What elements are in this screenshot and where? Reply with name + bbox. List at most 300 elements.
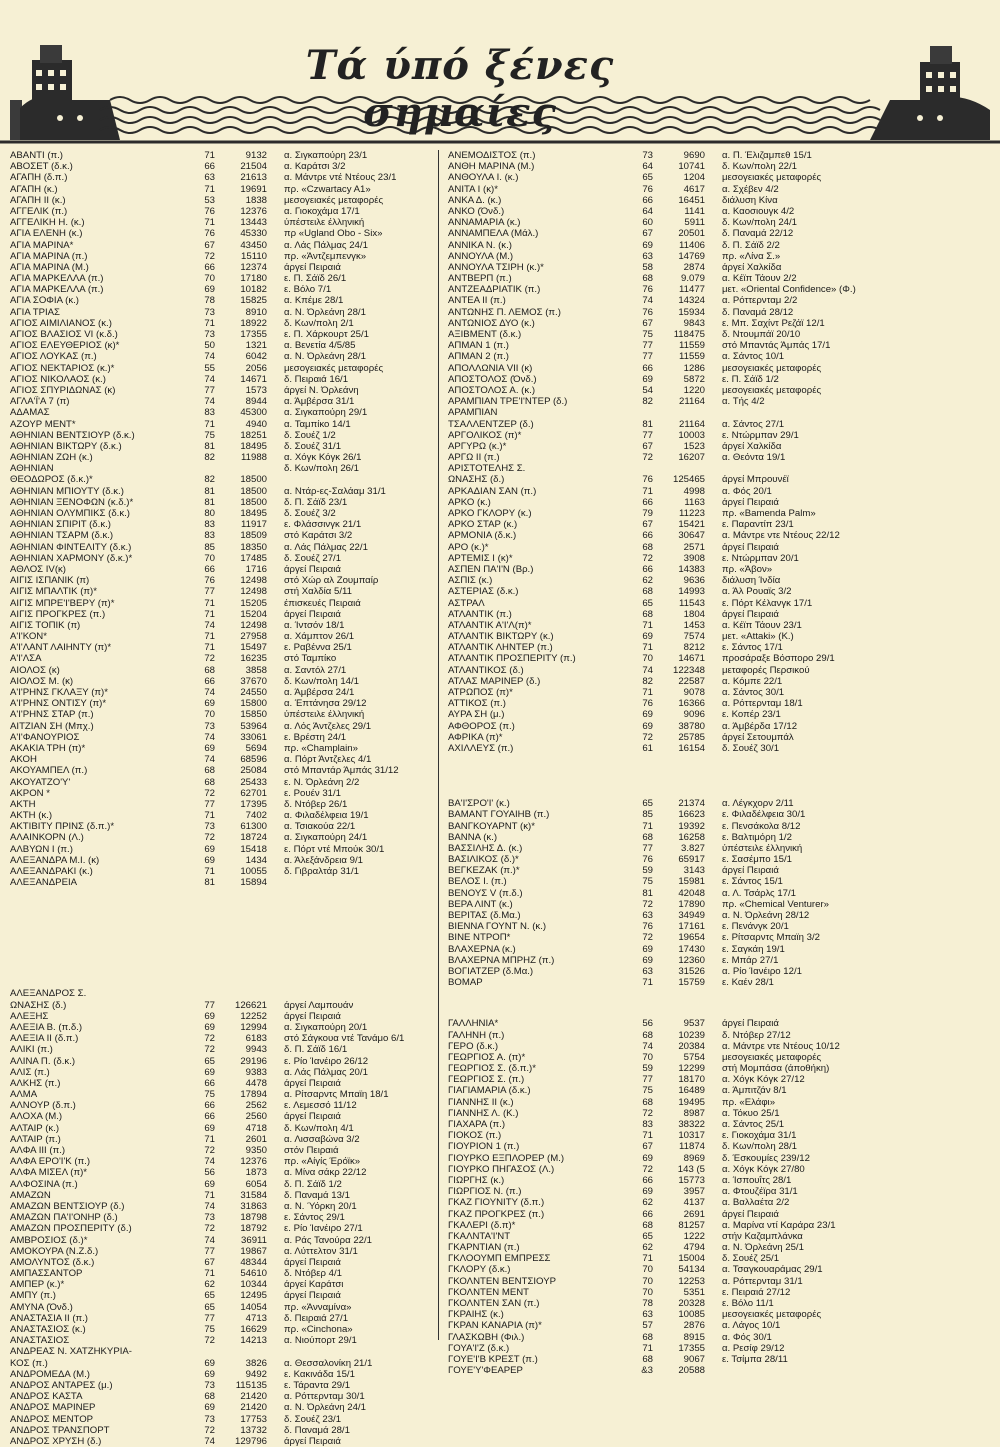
ship-row xyxy=(10,251,440,262)
ship-tonnage xyxy=(215,1346,267,1357)
ship-tonnage: 45330 xyxy=(240,228,267,240)
ship-name: ΑΙΓΙΣ ΜΠΡΕ'Ι'ΒΕΡΥ (π)* xyxy=(10,597,115,609)
ship-name: ΑΤΡΩΠΟΣ (π)* xyxy=(448,687,513,698)
ship-name: ΑΛΜΑ xyxy=(10,1089,38,1101)
ship-year: 73 xyxy=(204,1379,215,1391)
ship-year: 77 xyxy=(204,1312,215,1324)
ship-tonnage: 81257 xyxy=(678,1219,705,1231)
ship-tonnage: 16629 xyxy=(240,1324,267,1335)
ship-year: 75 xyxy=(642,876,653,888)
ship-location xyxy=(267,988,440,999)
ship-location: δ. Σουέζ 1/2 xyxy=(284,429,336,441)
ship-location: μεσογειακές μεταφορές xyxy=(722,1309,822,1321)
ship-location: άργεί Πειραιά xyxy=(722,496,779,508)
ship-location: δ. Σουέζ 27/1 xyxy=(284,552,342,564)
ship-location: α. Σιγκαπούρη 23/1 xyxy=(284,150,368,161)
ship-year: 71 xyxy=(642,687,653,698)
ship-year: 67 xyxy=(642,317,653,329)
ship-location: ε. Μπάρ 27/1 xyxy=(722,954,779,966)
ship-name: ΑΝΔΡΟΣ ΧΡΥΣΗ (δ.) xyxy=(10,1435,102,1447)
ship-year: 65 xyxy=(642,597,653,609)
ship-location: α. Λός Άντζελες 29/1 xyxy=(284,720,372,732)
ship-name: ΑΝΑΣΤΑΣΙΟΣ xyxy=(10,1335,70,1347)
ship-year: 69 xyxy=(204,1402,215,1414)
ship-name: ΑΓΙΟΣ ΛΟΥΚΑΣ (π.) xyxy=(10,351,97,363)
ship-tonnage: 143 (5 xyxy=(677,1163,705,1175)
ship-year: 70 xyxy=(642,1051,653,1063)
ship-year: 74 xyxy=(642,1040,653,1052)
ship-name: ΑΚΤΙΒΙΤΥ ΠΡΙΝΣ (δ.π.)* xyxy=(10,821,115,833)
ship-year: 68 xyxy=(642,586,653,598)
ship-year: 63 xyxy=(204,172,215,184)
ship-tonnage: 33061 xyxy=(240,731,267,743)
ship-name: ΑΖΟΥΡ ΜΕΝΤ* xyxy=(10,418,76,430)
ship-location: άργεί Πειραιά xyxy=(284,1010,341,1022)
ship-tonnage: 25785 xyxy=(678,731,705,743)
ship-year: 74 xyxy=(204,754,215,766)
ship-year: 81 xyxy=(204,440,215,452)
ship-year: 75 xyxy=(204,429,215,441)
ship-name: ΒΑ'Ι'ΣΡΟ'Ι' (κ.) xyxy=(448,798,510,810)
ship-location: δ. Π. Σάϊδ 23/1 xyxy=(284,496,348,508)
ship-row xyxy=(10,721,440,732)
ship-row xyxy=(10,698,440,709)
ship-tonnage: 65917 xyxy=(678,854,705,866)
ship-name: ΑΝΝΑΜΑΡΙΑ (κ.) xyxy=(448,217,521,229)
ship-location: α. Ταμπίκο 14/1 xyxy=(284,418,351,430)
ship-location: άργεί Πειραιά xyxy=(284,1111,341,1123)
ship-name: ΑΝΝΙΚΑ Ν. (κ.) xyxy=(448,239,512,251)
ship-row xyxy=(448,1242,878,1253)
ship-name: ΒΕΝΟΥΣ V (π.δ.) xyxy=(448,887,523,899)
ship-row xyxy=(10,463,440,474)
ship-row xyxy=(10,530,440,541)
ship-tonnage: 17430 xyxy=(678,943,705,955)
ship-tonnage: 4478 xyxy=(245,1077,267,1089)
ship-row xyxy=(10,676,440,687)
ship-name: ΑΛΝΟΥΡ (δ.π.) xyxy=(10,1100,76,1112)
ship-tonnage: 14383 xyxy=(678,563,705,575)
ship-location: πρ. «Άντζεμπενγκ» xyxy=(284,250,367,262)
ship-year: 71 xyxy=(204,608,215,620)
ship-location: α. Ρεσίφ 29/12 xyxy=(722,1342,785,1354)
ship-row xyxy=(10,329,440,340)
ship-location: ε. Κακινάδα 15/1 xyxy=(284,1368,355,1380)
ship-row xyxy=(10,877,440,888)
ship-row xyxy=(10,821,440,832)
ship-year: 66 xyxy=(204,675,215,687)
ship-location: μεσογειακές μεταφορές xyxy=(722,172,822,184)
ship-location: α. Μαρίνα ντί Καράρα 23/1 xyxy=(722,1219,836,1231)
ship-year: 81 xyxy=(642,887,653,899)
ship-year: 74 xyxy=(642,664,653,676)
ship-name: ΑΙΟΛΟΣ (κ) xyxy=(10,664,60,676)
ship-year: 66 xyxy=(204,1111,215,1123)
ship-tonnage: 5754 xyxy=(683,1051,705,1063)
ship-name: ΑΛΑΙΝΚΟΡΝ (Λ.) xyxy=(10,832,84,844)
ship-tonnage: 18495 xyxy=(240,440,267,452)
ship-tonnage: 6183 xyxy=(245,1033,267,1045)
ship-name: ΑΓΙΑ ΣΟΦΙΑ (κ.) xyxy=(10,295,79,307)
ship-location: α. Σιγκαπούρη 24/1 xyxy=(284,832,368,844)
ship-tonnage: 1220 xyxy=(683,384,705,396)
ship-location: α. Τόκυο 25/1 xyxy=(722,1107,780,1119)
ship-location: ε. Βόλο 11/1 xyxy=(722,1298,774,1309)
ship-year: 68 xyxy=(642,541,653,553)
left-column xyxy=(10,150,440,1447)
ship-tonnage: 21420 xyxy=(240,1391,267,1403)
ship-location: ε. Ρίο Ίανέιρο 26/12 xyxy=(284,1055,369,1067)
ship-row xyxy=(448,474,878,485)
ship-year: 72 xyxy=(204,1033,215,1045)
ship-location: πρ. «Ελάφι» xyxy=(722,1096,776,1108)
ship-year: 70 xyxy=(642,1286,653,1298)
ship-row xyxy=(10,1022,440,1033)
ship-row xyxy=(448,1186,878,1197)
ship-name: ΑΚΤΗ (κ.) xyxy=(10,810,53,822)
ship-tonnage: 15759 xyxy=(678,977,705,989)
ship-year: 71 xyxy=(642,1342,653,1354)
ship-row xyxy=(10,687,440,698)
ship-name: ΒΑΣΙΛΙΚΟΣ (δ.)* xyxy=(448,854,519,866)
ship-year: 69 xyxy=(204,843,215,855)
ship-tonnage: 11559 xyxy=(679,340,705,352)
ship-year: 66 xyxy=(204,1100,215,1112)
ship-location: άργεί Πειραιά xyxy=(722,608,779,620)
ship-row xyxy=(10,1290,440,1301)
ship-location: άργεί Μπρουνέϊ xyxy=(722,474,789,486)
ship-row xyxy=(10,1313,440,1324)
ship-tonnage: 1573 xyxy=(245,384,267,396)
ship-year: 70 xyxy=(204,709,215,721)
ship-row xyxy=(448,832,878,843)
ship-location xyxy=(267,474,440,485)
ship-year: 71 xyxy=(204,418,215,430)
ship-name: ΑΓΙΑ ΕΛΕΝΗ (κ.) xyxy=(10,228,83,240)
ship-location: δ. Σουέζ 3/2 xyxy=(284,508,336,519)
ship-name: ΑΠΜΑΝ 1 (π.) xyxy=(448,340,509,352)
ship-row xyxy=(10,172,440,183)
ship-name: ΓΑΛΗΝΗ (π.) xyxy=(448,1029,505,1041)
ship-location: ε. Ντώρμπαν 20/1 xyxy=(722,552,799,564)
ship-location: δ. Παναμά 28/12 xyxy=(722,306,794,318)
ship-location: μεταφορές Περσικού xyxy=(722,664,810,676)
ship-year: 65 xyxy=(642,1230,653,1242)
ship-year: 66 xyxy=(642,194,653,206)
ship-row xyxy=(10,1089,440,1100)
ship-location: α. Βενετία 4/5/85 xyxy=(284,340,356,352)
ship-location: α. Ρόττερνταμ 2/2 xyxy=(722,295,798,307)
ship-name: ΑΜΒΡΟΣΙΟΣ (δ.)* xyxy=(10,1234,88,1246)
ship-row xyxy=(448,273,878,284)
ship-tonnage: 9636 xyxy=(683,575,705,587)
ship-year: 73 xyxy=(642,150,653,161)
ship-tonnage: 62701 xyxy=(240,787,267,799)
ship-location: άργεί Πειραιά xyxy=(284,261,341,273)
ship-tonnage: 16451 xyxy=(678,194,705,206)
ship-tonnage: 61300 xyxy=(240,821,267,833)
ship-name: ΓΚΑΛΕΡΙ (δ.π)* xyxy=(448,1219,516,1231)
ship-year: 63 xyxy=(642,1309,653,1321)
ship-name: ΑΝΑΣΤΑΣΙΑ ΙΙ (π.) xyxy=(10,1312,89,1324)
ship-year: 72 xyxy=(642,898,653,910)
ship-location: μετ. «Attaki» (Κ.) xyxy=(722,631,794,643)
ship-location: α. Σιγκαπούρη 20/1 xyxy=(284,1021,368,1033)
ship-year: 71 xyxy=(204,150,215,161)
ship-name: ΑΡΓΟΛΙΚΟΣ (π)* xyxy=(448,429,522,441)
ship-tonnage: 2601 xyxy=(245,1133,267,1145)
ship-location: ε. Καέν 28/1 xyxy=(722,977,774,989)
ship-year: 74 xyxy=(204,373,215,385)
ship-year: 72 xyxy=(642,731,653,743)
ship-year: 69 xyxy=(642,1186,653,1198)
ship-name: ΑΓΙΑ ΤΡΙΑΣ xyxy=(10,306,60,318)
ship-tonnage: 9078 xyxy=(683,687,705,698)
ship-location: στό Καράτσι 3/2 xyxy=(284,530,353,542)
ship-location: διάλυση Κίνα xyxy=(722,194,778,206)
ship-row xyxy=(448,530,878,541)
ship-name: ΓΚΟΛΝΤΕΝ ΜΕΝΤ xyxy=(448,1286,530,1298)
ship-tonnage: 15934 xyxy=(678,306,705,318)
ship-location: ε. Σάντος 29/1 xyxy=(284,1212,345,1224)
ship-name: ΒΑΜΑΝΤ ΓΟΥΑΙΗΒ (π.) xyxy=(448,809,550,821)
ship-row xyxy=(448,631,878,642)
ship-tonnage: 21164 xyxy=(679,418,705,430)
ship-location: α. Άλεξάνδρεια 9/1 xyxy=(284,854,363,866)
ship-row xyxy=(448,486,878,497)
ship-year: 59 xyxy=(642,1063,653,1075)
ship-name: ΓΑΛΛΗΝΙΑ* xyxy=(448,1018,499,1030)
ship-tonnage: 15204 xyxy=(240,608,267,620)
ship-year: 71 xyxy=(204,642,215,654)
ship-row xyxy=(448,1141,878,1152)
ship-year: 74 xyxy=(642,295,653,307)
ship-tonnage: 38322 xyxy=(678,1119,705,1130)
ship-location: α. Σάντος 25/1 xyxy=(722,1119,785,1130)
ship-tonnage: 15497 xyxy=(240,642,267,654)
ship-year: 74 xyxy=(204,687,215,698)
ship-year: 62 xyxy=(642,1197,653,1209)
ship-tonnage: 18251 xyxy=(240,429,267,441)
ship-year: 68 xyxy=(642,608,653,620)
ship-year: 63 xyxy=(642,250,653,262)
ship-name: ΑΝΔΡΟΣ ΜΕΝΤΟΡ xyxy=(10,1413,94,1425)
ship-row xyxy=(10,374,440,385)
ship-name: ΑΝΤΩΝΗΣ Π. ΛΕΜΟΣ (π.) xyxy=(448,306,561,318)
ship-year: 76 xyxy=(642,474,653,486)
ship-location: στό Χώρ αλ Ζουμπαίρ xyxy=(284,575,379,587)
ship-year: 68 xyxy=(204,664,215,676)
ship-year: 50 xyxy=(204,340,215,352)
right-ship-icon xyxy=(870,46,990,140)
ship-year: 72 xyxy=(204,653,215,665)
ship-row xyxy=(448,206,878,217)
ship-year: 55 xyxy=(204,362,215,374)
ship-row xyxy=(448,251,878,262)
ship-row xyxy=(10,743,440,754)
ship-location: στό Μπαντάρ Άμπάς 31/12 xyxy=(284,765,399,777)
ship-name: ΓΚΑΖ ΠΡΟΓΚΡΕΣ (π.) xyxy=(448,1208,545,1220)
ship-name: ΑΘΗΝΙΑΝ ΤΣΑΡΜ (δ.κ.) xyxy=(10,530,114,542)
ship-name: ΑΝΔΡΟΜΕΔΑ (Μ.) xyxy=(10,1368,90,1380)
ship-year: 66 xyxy=(642,362,653,374)
ship-year: 71 xyxy=(642,485,653,497)
ship-name: ΑΓΙΟΣ ΝΙΚΟΛΑΟΣ (κ.) xyxy=(10,373,106,385)
ship-year: 65 xyxy=(642,172,653,184)
ship-location: α. Έπτάνησα 29/12 xyxy=(284,698,367,710)
ship-row xyxy=(10,284,440,295)
ship-tonnage: 9537 xyxy=(683,1018,705,1030)
ship-tonnage: 38780 xyxy=(678,720,705,732)
ship-year: 74 xyxy=(204,619,215,631)
ship-tonnage: 13732 xyxy=(240,1424,267,1436)
ship-tonnage: 2056 xyxy=(245,362,267,374)
ship-location: ε. Σαγκάη 19/1 xyxy=(722,943,785,955)
ship-row xyxy=(448,262,878,273)
ship-tonnage: 3826 xyxy=(245,1357,267,1369)
ship-tonnage: 8969 xyxy=(683,1152,705,1164)
ship-row xyxy=(448,575,878,586)
ship-name: ΑΡΚΑΔΙΑΝ ΣΑΝ (π.) xyxy=(448,485,537,497)
ship-row xyxy=(10,1044,440,1055)
ship-tonnage: 1163 xyxy=(684,496,705,508)
ship-tonnage: 9492 xyxy=(245,1368,267,1380)
ship-location: άργεί Πειραιά xyxy=(722,1208,779,1220)
ship-name: ΑΧΙΛΛΕΥΣ (π.) xyxy=(448,742,514,754)
ship-year: 71 xyxy=(204,1189,215,1201)
ship-name: ΑΡΚΟ ΣΤΑΡ (κ.) xyxy=(448,519,518,531)
ship-row xyxy=(448,732,878,743)
ship-name: ΑΛΤΑΙΡ (π.) xyxy=(10,1133,61,1145)
ship-location: πρ. «Chemical Venturer» xyxy=(722,898,829,910)
ship-row xyxy=(448,228,878,239)
ship-year: 65 xyxy=(204,1290,215,1302)
ship-location: α. Κέϊπ Τάουν 2/2 xyxy=(722,273,797,285)
ship-row xyxy=(10,363,440,374)
ship-row xyxy=(448,1354,878,1365)
ship-row xyxy=(10,385,440,396)
ship-year: 74 xyxy=(204,1200,215,1212)
ship-location: πρ. «Αίγίς Έρόϊκ» xyxy=(284,1156,361,1168)
ship-row xyxy=(448,955,878,966)
ship-year: 69 xyxy=(204,854,215,866)
ship-name: ΒΑΝΓΚΟΥΑΡΝΤ (κ)* xyxy=(448,820,535,832)
ship-year: 72 xyxy=(204,1145,215,1156)
ship-name: ΓΙΩΡΓΗΣ (κ.) xyxy=(448,1174,505,1186)
ship-tonnage: 9132 xyxy=(245,150,267,161)
ship-tonnage: 20384 xyxy=(678,1040,705,1052)
ship-tonnage: 15773 xyxy=(678,1174,705,1186)
ship-row xyxy=(10,732,440,743)
ship-name: ΒΙΝΕ ΝΤΡΟΠ* xyxy=(448,932,511,944)
ship-row xyxy=(448,161,878,172)
ship-row xyxy=(448,1018,878,1029)
ship-row xyxy=(448,396,878,407)
ship-row xyxy=(448,899,878,910)
ship-tonnage: 2562 xyxy=(245,1100,267,1112)
ship-location: δ. Ντόβερ 4/1 xyxy=(284,1268,342,1280)
ship-tonnage: 18500 xyxy=(240,496,267,508)
ship-row xyxy=(10,217,440,228)
ship-year: 56 xyxy=(642,1018,653,1030)
ship-year: 57 xyxy=(642,1320,653,1332)
ship-name: ΑΘΗΝΙΑΝ ΦΙΝΤΕΛΙΤΥ (δ.κ.) xyxy=(10,541,132,553)
ship-row xyxy=(10,452,440,463)
ship-row xyxy=(448,1041,878,1052)
ship-year: 59 xyxy=(642,865,653,877)
ship-tonnage: 18922 xyxy=(240,317,267,329)
ship-year: 72 xyxy=(204,1223,215,1235)
ship-name: ΑΛΦΑ ΙΙΙ (π.) xyxy=(10,1145,66,1156)
ship-row xyxy=(10,486,440,497)
ship-year: 64 xyxy=(642,161,653,173)
ship-name: Α'Ι'ΚΟΝ* xyxy=(10,631,47,643)
ship-location: α. Χόγκ Κόγκ 27/80 xyxy=(722,1163,805,1175)
ship-row xyxy=(10,598,440,609)
ship-location: ύπέστειλε έλληνική xyxy=(284,217,365,229)
ship-tonnage: 48344 xyxy=(240,1256,267,1268)
ship-year: 79 xyxy=(642,508,653,519)
ship-name: Α'Ι'ΡΗΝΣ ΣΤΑΡ (π.) xyxy=(10,709,94,721)
ship-location: ε. Σασέμπο 15/1 xyxy=(722,854,792,866)
ship-tonnage: 11477 xyxy=(679,284,705,296)
ship-row xyxy=(10,307,440,318)
ship-tonnage: 12498 xyxy=(240,619,267,631)
ship-name: ΑΘΗΝΙΑΝ ΧΑΡΜΟΝΥ (δ.κ.)* xyxy=(10,552,133,564)
ship-tonnage: 126621 xyxy=(234,999,267,1011)
ship-name: ΑΘΗΝΙΑΝ ΣΠΙΡΙΤ (δ.κ.) xyxy=(10,519,111,531)
ship-location: μεσογειακές μεταφορές xyxy=(284,362,384,374)
ship-name: ΑΜΠΑΣΣΑΝΤΟΡ xyxy=(10,1268,83,1280)
ship-row xyxy=(448,1063,878,1074)
ship-row xyxy=(448,977,878,988)
ship-year: 66 xyxy=(642,530,653,542)
ship-row xyxy=(10,1190,440,1201)
left-ship-icon xyxy=(10,45,120,140)
ship-location: στή Μομπάσα (άποθήκη) xyxy=(722,1063,830,1075)
ship-location: ε. Ρουέν 31/1 xyxy=(284,787,342,799)
ship-location xyxy=(705,463,878,474)
ship-name: ΓΚΛΟΡΥ (δ.κ.) xyxy=(448,1264,511,1276)
ship-list-section xyxy=(448,798,878,988)
ship-location: α. Μίνα σάκρ 22/12 xyxy=(284,1167,367,1179)
ship-location: α. Ν. Όρλεάνη 24/1 xyxy=(284,1402,366,1414)
ship-year: 69 xyxy=(642,943,653,955)
ship-row xyxy=(10,1156,440,1167)
ship-row xyxy=(448,497,878,508)
ship-name: ΓΚΡΑΝ ΚΑΝΑΡΙΑ (π)* xyxy=(448,1320,542,1332)
ship-year: 81 xyxy=(204,485,215,497)
ship-tonnage: 10741 xyxy=(678,161,705,173)
ship-location: α. Ρίο Ίανέιρο 12/1 xyxy=(722,965,802,977)
ship-tonnage: 45300 xyxy=(240,407,267,419)
ship-year: 69 xyxy=(642,631,653,643)
ship-row xyxy=(448,910,878,921)
ship-tonnage: 4794 xyxy=(683,1242,705,1254)
ship-location: δ. Κων/πολη 14/1 xyxy=(284,675,360,687)
ship-row xyxy=(10,1402,440,1413)
ship-list-section xyxy=(10,150,440,888)
ship-row xyxy=(10,1358,440,1369)
ship-name: ΑΛΙΝΑ Π. (δ.κ.) xyxy=(10,1055,76,1067)
ship-year: 71 xyxy=(642,619,653,631)
ship-name: ΑΔΑΜΑΣ xyxy=(10,407,50,419)
ship-tonnage: 1838 xyxy=(245,194,267,206)
ship-tonnage: 2876 xyxy=(683,1320,705,1332)
ship-row xyxy=(10,1011,440,1022)
ship-name: ΑΓΙΑ ΜΑΡΙΝΑ (π.) xyxy=(10,250,88,262)
ship-year: 69 xyxy=(204,1357,215,1369)
